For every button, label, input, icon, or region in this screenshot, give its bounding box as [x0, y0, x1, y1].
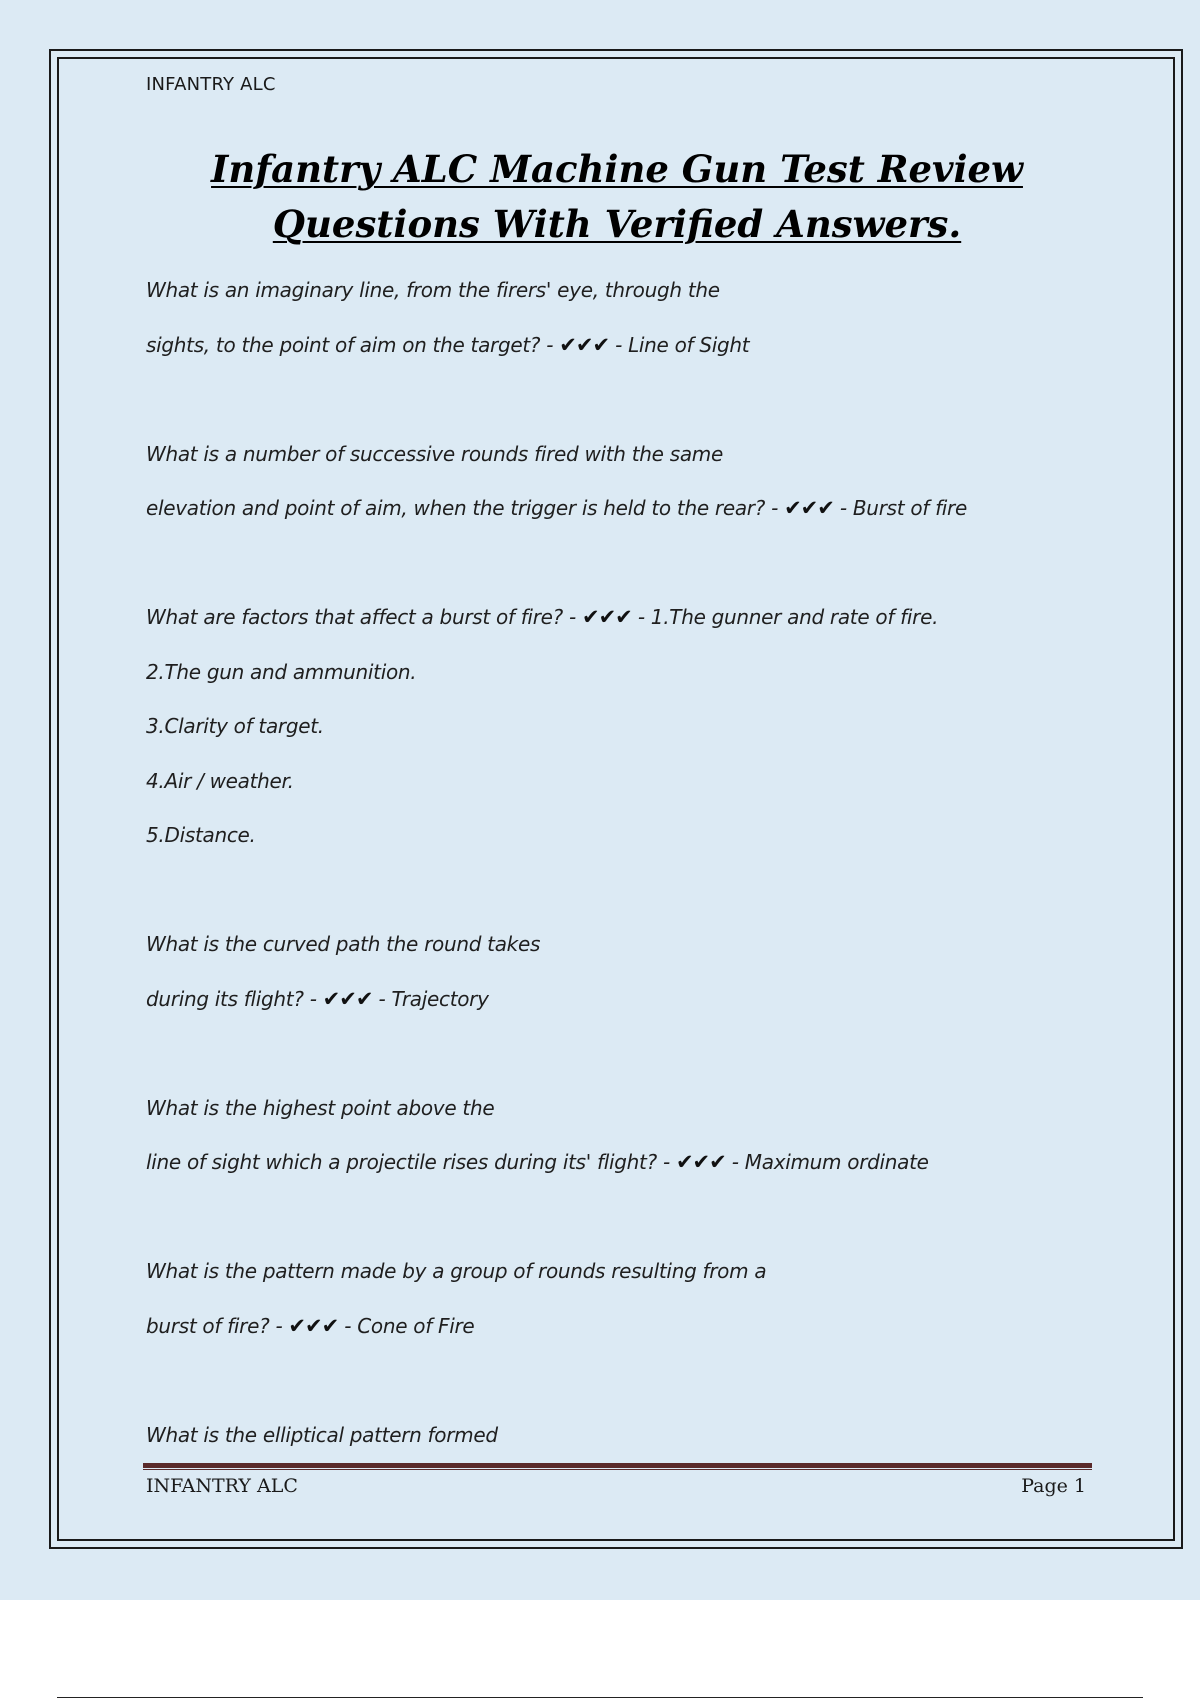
question-line: What is an imaginary line, from the firers' eye, through the [146, 278, 720, 302]
question-text: line of sight which a projectile rises during its' flight? - [146, 1150, 676, 1174]
answer-text: - 1.The gunner and rate of fire. [631, 605, 939, 629]
question-text: during its flight? - [146, 986, 323, 1011]
check-mark-icon: ✔✔✔ [288, 1313, 339, 1338]
page-header: INFANTRY ALC [146, 74, 276, 95]
answer-text: - Maximum ordinate [725, 1150, 929, 1174]
answer-list-item: 3.Clarity of target. [146, 714, 324, 738]
answer-list-item: 4.Air / weather. [146, 768, 294, 793]
question-answer-line [146, 488, 1096, 543]
question-answer-line [146, 1306, 1096, 1361]
question-answer-line [146, 325, 1096, 380]
check-mark-icon: ✔✔✔ [581, 605, 632, 629]
footer-rule [143, 1463, 1092, 1468]
question-text: elevation and point of aim, when the trigger is held to the rear? - [146, 496, 785, 520]
question-line: What is the elliptical pattern formed [146, 1422, 498, 1447]
qa-content [146, 270, 1096, 1469]
next-page-rule [57, 1697, 1143, 1698]
question-line: What is the curved path the round takes [146, 932, 541, 956]
footer-label: INFANTRY ALC [146, 1475, 298, 1497]
answer-list-item: 5.Distance. [146, 823, 256, 847]
question-text: sights, to the point of aim on the target? - [146, 332, 560, 357]
check-mark-icon: ✔✔✔ [784, 496, 834, 520]
check-mark-icon: ✔✔✔ [675, 1150, 726, 1174]
page-number: Page 1 [1021, 1475, 1086, 1497]
answer-text: - Trajectory [372, 986, 489, 1011]
question-line: What is a number of successive rounds fired with the same [146, 441, 723, 466]
answer-text: - Line of Sight [609, 332, 750, 357]
question-answer-line [146, 979, 1096, 1034]
question-line: What is the highest point above the [146, 1095, 495, 1120]
question-answer-line [146, 1142, 1096, 1197]
check-mark-icon: ✔✔✔ [322, 986, 373, 1011]
answer-list-item: 2.The gun and ammunition. [146, 659, 417, 684]
question-text: burst of fire? - [146, 1313, 289, 1338]
title-line-1: Infantry ALC Machine Gun Test Review [211, 147, 1023, 191]
check-mark-icon: ✔✔✔ [559, 332, 610, 357]
question-answer-line [146, 597, 1096, 652]
footer-rule-thin [143, 1469, 1092, 1470]
question-text: What are factors that affect a burst of fire? - [146, 605, 582, 629]
answer-text: - Burst of fire [833, 496, 967, 520]
document-title [146, 142, 1088, 252]
title-line-2: Questions With Verified Answers. [272, 202, 962, 246]
answer-text: - Cone of Fire [338, 1313, 475, 1338]
question-line: What is the pattern made by a group of rounds resulting from a [146, 1259, 767, 1283]
